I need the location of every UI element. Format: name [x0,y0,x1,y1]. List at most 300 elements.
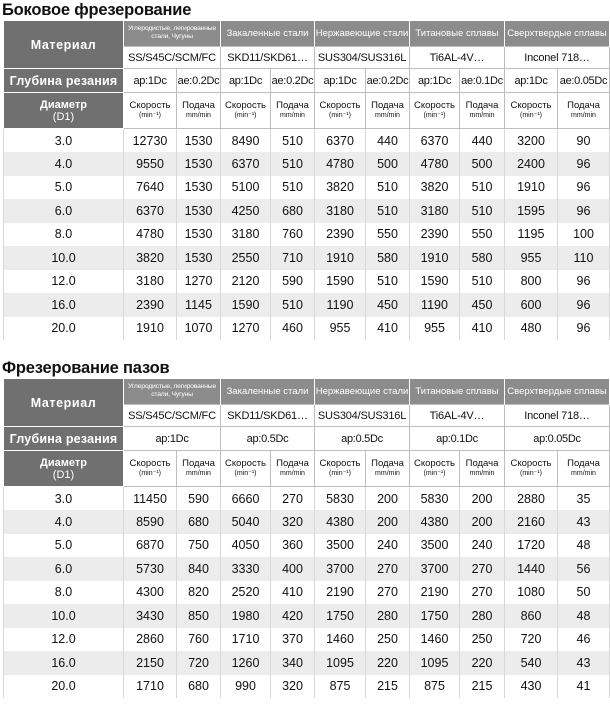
speed-label: Скорость [319,100,361,111]
feed-value: 215 [366,675,410,699]
feed-label: Подача [567,458,600,469]
table-row [4,675,610,699]
feed-value: 410 [460,317,505,341]
diameter-value: 3.0 [4,129,124,153]
speed-value: 3180 [221,223,271,247]
feed-value: 510 [460,270,505,294]
speed-value: 5100 [221,176,271,200]
material-name: SUS304/SUS316L [315,47,410,69]
feed-value: 760 [271,223,315,247]
feed-header [177,93,221,129]
depth-ap: ap:1Dc [124,69,177,93]
diameter-header [4,93,124,129]
material-name: SS/S45C/SCM/FC [124,47,221,69]
diameter-value: 8.0 [4,223,124,247]
feed-value: 1070 [177,317,221,341]
diameter-value: 6.0 [4,557,124,581]
speed-value: 2190 [410,581,460,605]
feed-value: 100 [558,223,610,247]
table-row [4,246,610,270]
speed-value: 875 [410,675,460,699]
feed-label: Подача [465,100,499,111]
feed-value: 96 [558,199,610,223]
speed-value: 1260 [221,651,271,675]
depth-ae: ae:0.2Dc [271,69,315,93]
speed-value: 2860 [124,628,177,652]
speed-value: 3200 [505,129,558,153]
speed-value: 990 [221,675,271,699]
feed-value: 680 [177,510,221,534]
speed-value: 2120 [221,270,271,294]
feed-value: 96 [558,317,610,341]
speed-value: 955 [410,317,460,341]
speed-value: 8590 [124,510,177,534]
speed-value: 6870 [124,534,177,558]
feed-value: 420 [271,604,315,628]
feed-value: 450 [460,293,505,317]
feed-value: 410 [271,581,315,605]
cutting-data-table [3,378,610,698]
feed-value: 440 [366,129,410,153]
speed-header [124,451,177,487]
table-row [4,317,610,341]
speed-unit: (min⁻¹) [139,112,161,119]
speed-value: 2190 [315,581,366,605]
feed-value: 850 [177,604,221,628]
material-group: Титановые сплавы [410,379,505,405]
diameter-value: 4.0 [4,510,124,534]
feed-value: 270 [460,581,505,605]
feed-value: 400 [271,557,315,581]
feed-value: 200 [460,510,505,534]
speed-unit: (min⁻¹) [520,470,542,477]
speed-unit: (min⁻¹) [329,112,351,119]
depth-ap: ap:1Dc [410,69,460,93]
feed-unit: mm/min [186,470,211,477]
feed-value: 270 [366,557,410,581]
speed-value: 1080 [505,581,558,605]
diameter-value: 4.0 [4,152,124,176]
feed-value: 580 [366,246,410,270]
data-rows [4,487,610,699]
speed-value: 6370 [221,152,271,176]
feed-header [558,451,610,487]
feed-value: 760 [177,628,221,652]
speed-value: 1440 [505,557,558,581]
diameter-value: 12.0 [4,270,124,294]
feed-value: 580 [460,246,505,270]
feed-value: 270 [460,557,505,581]
speed-value: 3430 [124,604,177,628]
feed-value: 90 [558,129,610,153]
feed-value: 56 [558,557,610,581]
speed-label: Скорость [129,100,171,111]
speed-unit: (min⁻¹) [423,112,446,119]
cutting-depth-row [4,69,610,93]
diameter-value: 6.0 [4,199,124,223]
speed-value: 480 [505,317,558,341]
table-row [4,199,610,223]
speed-label: Скорость [510,100,552,111]
feed-value: 96 [558,176,610,200]
speed-value: 1980 [221,604,271,628]
speed-unit: (min⁻¹) [423,470,446,477]
depth-ap: ap:1Dc [505,69,558,93]
feed-value: 680 [177,675,221,699]
feed-value: 590 [271,270,315,294]
data-rows [4,129,610,341]
feed-value: 510 [366,199,410,223]
speed-header [315,93,366,129]
diameter-value: 20.0 [4,675,124,699]
material-name: Ti6AL-4V… [410,405,505,427]
speed-value: 1590 [410,270,460,294]
table-row [4,534,610,558]
speed-label: Скорость [224,100,267,111]
feed-value: 270 [366,581,410,605]
diameter-value: 20.0 [4,317,124,341]
feed-header [366,451,410,487]
diameter-value: 10.0 [4,246,124,270]
feed-value: 710 [271,246,315,270]
feed-value: 450 [366,293,410,317]
speed-header [410,451,460,487]
feed-unit: mm/min [469,112,495,119]
feed-value: 50 [558,581,610,605]
feed-value: 1270 [177,270,221,294]
speed-value: 2520 [221,581,271,605]
feed-value: 43 [558,510,610,534]
material-group-row [4,379,610,405]
speed-label: Скорость [224,458,267,469]
speed-value: 875 [315,675,366,699]
speed-value: 3500 [315,534,366,558]
speed-value: 12730 [124,129,177,153]
feed-value: 1530 [177,199,221,223]
speed-value: 4780 [410,152,460,176]
speed-value: 1910 [505,176,558,200]
table-row [4,176,610,200]
feed-unit: mm/min [571,112,596,119]
speed-value: 4780 [315,152,366,176]
diameter-label: Диаметр [40,456,87,469]
feed-value: 820 [177,581,221,605]
speed-value: 6370 [124,199,177,223]
feed-value: 440 [460,129,505,153]
speed-value: 5040 [221,510,271,534]
material-group: Сверхтвердые сплавы [505,379,610,405]
feed-value: 250 [460,628,505,652]
feed-value: 500 [366,152,410,176]
table-row [4,651,610,675]
feed-label: Подача [276,100,309,111]
feed-header [460,93,505,129]
cutting-depth-header: Глубина резания [4,69,124,93]
feed-value: 215 [460,675,505,699]
material-name: Inconel 718… [505,47,610,69]
depth-ae: ae:0.05Dc [558,69,610,93]
speed-value: 2390 [315,223,366,247]
material-group-row [4,21,610,47]
diameter-value: 12.0 [4,628,124,652]
material-group: Нержавеющие стали [315,21,410,47]
speed-value: 3700 [315,557,366,581]
material-name: Inconel 718… [505,405,610,427]
table-row [4,223,610,247]
feed-value: 590 [177,487,221,511]
speed-value: 2390 [410,223,460,247]
feed-value: 96 [558,152,610,176]
speed-value: 3180 [124,270,177,294]
feed-label: Подача [567,100,600,111]
feed-label: Подача [182,100,215,111]
diameter-value: 5.0 [4,534,124,558]
speed-value: 5830 [410,487,460,511]
feed-value: 200 [366,510,410,534]
speed-value: 9550 [124,152,177,176]
speed-header [505,93,558,129]
table-row [4,293,610,317]
section-title: Фрезерование пазов [2,359,170,377]
feed-value: 96 [558,293,610,317]
speed-value: 4380 [315,510,366,534]
feed-value: 200 [366,487,410,511]
feed-value: 220 [366,651,410,675]
speed-value: 3180 [315,199,366,223]
material-group: Углеродистые, легированные стали, Чугуны [124,21,221,47]
speed-value: 2400 [505,152,558,176]
diameter-value: 8.0 [4,581,124,605]
material-name: SS/S45C/SCM/FC [124,405,221,427]
speed-value: 1190 [410,293,460,317]
speed-value: 1460 [410,628,460,652]
feed-value: 240 [366,534,410,558]
depth-ap: ap:0.5Dc [315,427,410,451]
feed-value: 510 [366,176,410,200]
feed-unit: mm/min [280,470,305,477]
feed-header [366,93,410,129]
depth-ae: ae:0.2Dc [366,69,410,93]
feed-value: 510 [271,129,315,153]
feed-value: 510 [271,152,315,176]
feed-value: 510 [271,176,315,200]
speed-value: 1590 [315,270,366,294]
speed-value: 1910 [315,246,366,270]
speed-value: 4780 [124,223,177,247]
speed-header [315,451,366,487]
speed-value: 1190 [315,293,366,317]
table-row [4,270,610,294]
depth-ae: ae:0.2Dc [177,69,221,93]
table-row [4,152,610,176]
feed-value: 680 [271,199,315,223]
speed-value: 2550 [221,246,271,270]
speed-label: Скорость [129,458,171,469]
speed-value: 6370 [410,129,460,153]
depth-ae: ae:0.1Dc [460,69,505,93]
material-name: SKD11/SKD61… [221,405,315,427]
speed-header [221,451,271,487]
material-header: Материал [4,379,124,427]
feed-label: Подача [371,458,404,469]
feed-value: 46 [558,628,610,652]
feed-value: 1530 [177,246,221,270]
speed-value: 1095 [410,651,460,675]
feed-label: Подача [371,100,404,111]
diameter-symbol: (D1) [52,468,75,481]
feed-unit: mm/min [280,112,305,119]
speed-value: 4250 [221,199,271,223]
feed-value: 320 [271,675,315,699]
feed-header [271,451,315,487]
speed-value: 2390 [124,293,177,317]
feed-value: 340 [271,651,315,675]
speed-label: Скорость [510,458,552,469]
depth-ap: ap:1Dc [221,69,271,93]
feed-value: 750 [177,534,221,558]
speed-label: Скорость [413,458,456,469]
column-header-row [4,451,610,487]
feed-value: 410 [366,317,410,341]
speed-value: 1910 [124,317,177,341]
feed-label: Подача [276,458,309,469]
speed-unit: (min⁻¹) [234,470,257,477]
speed-value: 3820 [315,176,366,200]
diameter-value: 16.0 [4,651,124,675]
feed-value: 1530 [177,223,221,247]
speed-value: 1460 [315,628,366,652]
column-header-row [4,93,610,129]
speed-value: 3820 [124,246,177,270]
speed-value: 430 [505,675,558,699]
feed-value: 41 [558,675,610,699]
feed-value: 110 [558,246,610,270]
material-header: Материал [4,21,124,69]
material-name: SKD11/SKD61… [221,47,315,69]
depth-ap: ap:0.05Dc [505,427,610,451]
depth-ap: ap:1Dc [124,427,221,451]
feed-label: Подача [182,458,215,469]
feed-value: 96 [558,270,610,294]
table-row [4,129,610,153]
table-row [4,628,610,652]
speed-value: 600 [505,293,558,317]
speed-value: 8490 [221,129,271,153]
feed-unit: mm/min [375,112,400,119]
speed-value: 955 [315,317,366,341]
feed-value: 720 [177,651,221,675]
feed-value: 48 [558,604,610,628]
depth-ap: ap:1Dc [315,69,366,93]
feed-value: 1530 [177,129,221,153]
speed-value: 11450 [124,487,177,511]
speed-value: 1590 [221,293,271,317]
speed-value: 3500 [410,534,460,558]
diameter-value: 5.0 [4,176,124,200]
speed-value: 3700 [410,557,460,581]
speed-value: 6660 [221,487,271,511]
feed-value: 510 [366,270,410,294]
feed-value: 370 [271,628,315,652]
cutting-depth-row [4,427,610,451]
material-group: Титановые сплавы [410,21,505,47]
speed-value: 2150 [124,651,177,675]
table-row [4,604,610,628]
speed-value: 720 [505,628,558,652]
feed-value: 1530 [177,176,221,200]
feed-unit: mm/min [186,112,211,119]
feed-unit: mm/min [375,470,400,477]
depth-ap: ap:0.5Dc [221,427,315,451]
table-row [4,557,610,581]
speed-value: 4300 [124,581,177,605]
feed-value: 280 [460,604,505,628]
speed-value: 6370 [315,129,366,153]
speed-value: 1270 [221,317,271,341]
feed-header [460,451,505,487]
speed-value: 4380 [410,510,460,534]
speed-value: 7640 [124,176,177,200]
speed-header [410,93,460,129]
speed-value: 1710 [221,628,271,652]
feed-value: 360 [271,534,315,558]
speed-value: 3180 [410,199,460,223]
material-group: Закаленные стали [221,21,315,47]
cutting-data-table [3,20,610,340]
section-title: Боковое фрезерование [2,1,192,19]
feed-unit: mm/min [571,470,596,477]
feed-value: 270 [271,487,315,511]
feed-value: 1530 [177,152,221,176]
speed-value: 1750 [410,604,460,628]
speed-value: 1095 [315,651,366,675]
material-group: Сверхтвердые сплавы [505,21,610,47]
feed-value: 510 [460,199,505,223]
feed-value: 250 [366,628,410,652]
speed-value: 1910 [410,246,460,270]
material-name: Ti6AL-4V… [410,47,505,69]
feed-value: 500 [460,152,505,176]
side-milling-section [0,0,610,340]
feed-header [271,93,315,129]
table-row [4,581,610,605]
speed-value: 3330 [221,557,271,581]
speed-value: 955 [505,246,558,270]
diameter-value: 16.0 [4,293,124,317]
speed-header [221,93,271,129]
feed-value: 840 [177,557,221,581]
slot-milling-section [0,358,610,698]
feed-value: 280 [366,604,410,628]
speed-unit: (min⁻¹) [139,470,161,477]
feed-value: 1145 [177,293,221,317]
material-group: Закаленные стали [221,379,315,405]
feed-value: 48 [558,534,610,558]
feed-value: 200 [460,487,505,511]
speed-unit: (min⁻¹) [234,112,257,119]
feed-value: 510 [271,293,315,317]
speed-unit: (min⁻¹) [520,112,542,119]
feed-value: 220 [460,651,505,675]
speed-header [124,93,177,129]
material-group: Углеродистые, легированные стали, Чугуны [124,379,221,405]
feed-value: 550 [366,223,410,247]
speed-value: 5730 [124,557,177,581]
table-row [4,487,610,511]
speed-label: Скорость [413,100,456,111]
speed-value: 5830 [315,487,366,511]
feed-label: Подача [465,458,499,469]
